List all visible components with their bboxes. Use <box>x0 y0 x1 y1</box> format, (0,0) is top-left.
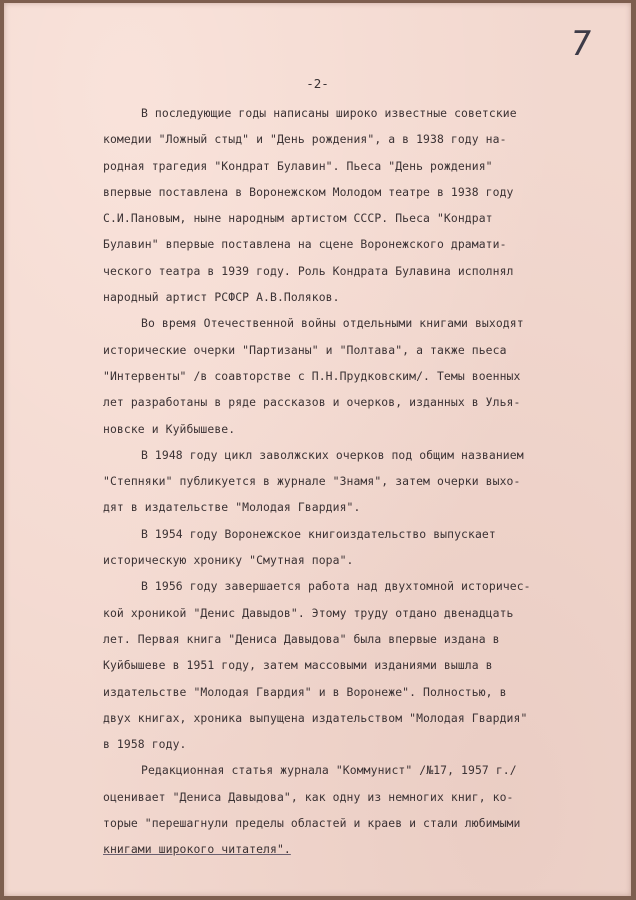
paragraph <box>103 573 615 757</box>
text-line: "Степняки" публикуется в журнале "Знамя", затем очерки выхо- <box>103 474 521 489</box>
document-body <box>103 100 615 863</box>
text-line: комедии "Ложный стыд" и "День рождения", а в 1938 году на- <box>103 132 507 147</box>
paragraph <box>103 757 615 862</box>
text-line: "Интервенты" /в соавторстве с П.Н.Прудковским/. Темы военных <box>103 368 521 383</box>
text-line: С.И.Пановым, ныне народным артистом СССР. Пьеса "Кондрат <box>103 211 493 226</box>
page-header: -2- <box>306 76 329 91</box>
document-page <box>4 3 631 896</box>
text-line: В 1956 году завершается работа над двухтомной историчес- <box>141 579 531 594</box>
paragraph <box>103 521 615 574</box>
text-line: лет. Первая книга "Дениса Давыдова" была впервые издана в <box>103 631 500 646</box>
text-line: В последующие годы написаны широко известные советские <box>141 106 517 120</box>
text-line: Булавин" впервые поставлена на сцене Воронежского драмати- <box>103 237 507 252</box>
text-line: ческого театра в 1939 году. Роль Кондрата Булавина исполнял <box>103 263 514 278</box>
text-line: двух книгах, хроника выпущена издательством "Молодая Гвардия" <box>103 710 528 725</box>
text-line: оценивает "Дениса Давыдова", как одну из немногих книг, ко- <box>103 789 514 804</box>
text-line: торые "перешагнули пределы областей и краев и стали любимыми <box>103 816 521 831</box>
text-line: лет разработаны в ряде рассказов и очерков, изданных в Улья- <box>103 395 521 410</box>
text-line: издательстве "Молодая Гвардия" и в Воронеже". Полностью, в <box>103 684 507 699</box>
text-line-underlined: книгами широкого читателя". <box>103 842 291 857</box>
text-line: кой хроникой "Денис Давыдов". Этому труду отдано двенадцать <box>103 605 514 620</box>
text-line: исторические очерки "Партизаны" и "Полтава", а также пьеса <box>103 342 507 357</box>
text-line: Редакционная статья журнала "Коммунист" /№17, 1957 г./ <box>141 763 517 778</box>
text-line: В 1948 году цикл заволжских очерков под общим названием <box>141 447 524 462</box>
text-line: народный артист РСФСР А.В.Поляков. <box>103 290 340 305</box>
paragraph <box>103 310 615 441</box>
text-line: новске и Куйбышеве. <box>103 421 236 436</box>
text-line: родная трагедия "Кондрат Булавин". Пьеса "День рождения" <box>103 158 493 173</box>
text-line: в 1958 году. <box>103 737 187 752</box>
paragraph <box>103 100 615 310</box>
text-line: впервые поставлена в Воронежском Молодом театре в 1938 году <box>103 184 514 199</box>
text-line: Куйбышеве в 1951 году, затем массовыми изданиями вышла в <box>103 658 493 673</box>
text-line: историческую хронику "Смутная пора". <box>103 553 354 568</box>
text-line: В 1954 году Воронежское книгоиздательство выпускает <box>141 526 496 541</box>
paragraph <box>103 442 615 521</box>
handwritten-page-number: 7 <box>567 24 595 64</box>
text-line: Во время Отечественной войны отдельными книгами выходят <box>141 316 524 331</box>
text-line: дят в издательстве "Молодая Гвардия". <box>103 500 361 515</box>
